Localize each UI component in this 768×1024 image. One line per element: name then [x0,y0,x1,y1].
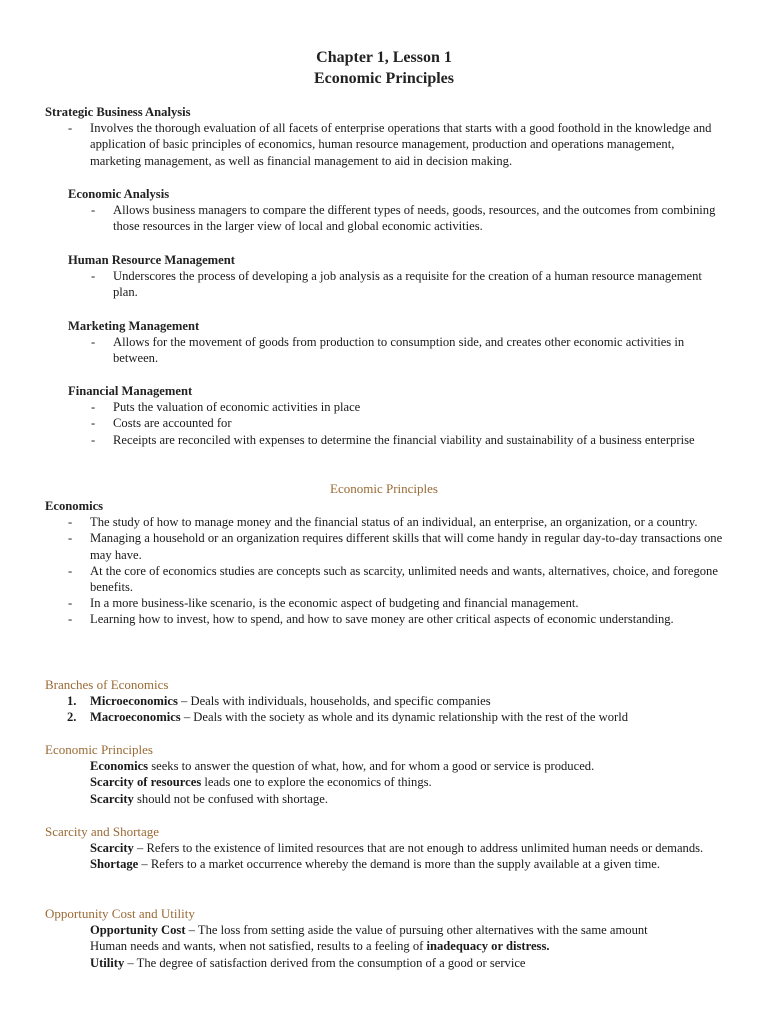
section-branches-of-economics [45,677,735,726]
bullet-list [68,399,718,448]
list-item: - Puts the valuation of economic activities in place [68,399,718,415]
section-human-resource-management [68,252,718,301]
list-item: - Managing a household or an organization requires different skills that will come handy in regular day-to-day transactions one may have. [45,530,725,562]
definition: leads one to explore the economics of things. [201,775,432,790]
list-item: - Allows business managers to compare the different types of needs, goods, resources, and the outcomes from combining those resources in the larger view of local and global economic activities. [68,202,718,234]
term: Scarcity [90,841,134,856]
section-heading: Scarcity and Shortage [45,824,160,839]
section-marketing-management [68,318,698,367]
list-item: - Learning how to invest, how to spend, and how to save money are other critical aspects of economic understanding. [45,611,725,627]
definition: – The degree of satisfaction derived from the consumption of a good or service [124,955,526,970]
list-item: - The study of how to manage money and the financial status of an individual, an enterprise, an organization, or a country. [45,514,725,530]
section-heading: Economic Principles [45,742,153,757]
term: Utility [90,955,125,970]
term: Opportunity Cost [90,923,186,938]
section-scarcity-and-shortage [45,824,735,873]
list-number: 2. [67,710,77,725]
section-heading: Branches of Economics [45,677,169,692]
list-item [45,709,735,725]
section-strategic-business-analysis [45,104,725,169]
center-heading: Economic Principles [330,481,438,496]
list-number: 1. [67,694,77,709]
section-economics [45,498,725,628]
list-item: - In a more business-like scenario, is the economic aspect of budgeting and financial management. [45,595,725,611]
definition-line [45,856,735,872]
bullet-list [68,334,698,366]
definition-line [45,791,735,807]
definition-line [45,955,735,971]
section-heading: Financial Management [68,384,193,398]
term: Macroeconomics [90,710,181,725]
list-item: - At the core of economics studies are concepts such as scarcity, unlimited needs and wants, alternatives, choice, and foregone benefits. [45,563,725,595]
bullet-list [68,202,718,234]
definition-line [45,922,735,938]
list-item [45,693,735,709]
section-economic-analysis [68,186,718,235]
list-item: - Costs are accounted for [68,415,718,431]
section-opportunity-cost-and-utility [45,906,735,971]
section-heading: Strategic Business Analysis [45,105,191,119]
definition-line [45,774,735,790]
list-item: - Allows for the movement of goods from production to consumption side, and creates other economic activities in between. [68,334,698,366]
section-heading: Economic Analysis [68,187,170,201]
list-item: - Involves the thorough evaluation of all facets of enterprise operations that starts with a good foothold in the knowledge and application of basic principles of economics, human resource management, production and operations management, marketing management, as well as financial management to aid in decision making. [45,120,725,169]
definition: – The loss from setting aside the value of pursuing other alternatives with the same amount [185,923,648,938]
section-economic-principles [45,742,735,807]
definition: – Deals with the society as whole and its dynamic relationship with the rest of the world [180,710,629,725]
definition: – Refers to the existence of limited resources that are not enough to address unlimited human needs or demands. [133,841,704,856]
definition: seeks to answer the question of what, how, and for whom a good or service is produced. [148,759,595,774]
bullet-list [45,514,725,627]
definition: – Refers to a market occurrence whereby the demand is more than the supply available at a given time. [138,857,661,872]
section-heading: Marketing Management [68,319,200,333]
definition-line [45,840,735,856]
list-item: - Underscores the process of developing a job analysis as a requisite for the creation of a human resource management plan. [68,268,718,300]
emphasis: inadequacy or distress. [426,939,550,954]
chapter-title: Chapter 1, Lesson 1 [316,49,452,66]
term: Scarcity [90,791,134,806]
term: Shortage [90,857,139,872]
definition: – Deals with individuals, households, and specific companies [177,694,491,709]
section-financial-management [68,383,718,448]
section-heading: Economics [45,499,104,513]
bullet-list [68,268,718,300]
term: Microeconomics [90,694,178,709]
term: Economics [90,759,149,774]
definition-line [45,758,735,774]
section-heading: Human Resource Management [68,253,235,267]
list-item: - Receipts are reconciled with expenses to determine the financial viability and sustainability of a business enterprise [68,432,718,448]
section-heading: Opportunity Cost and Utility [45,906,195,921]
term: Scarcity of resources [90,775,202,790]
bullet-list [45,120,725,169]
definition: should not be confused with shortage. [133,791,328,806]
definition-line [45,938,735,954]
definition: Human needs and wants, when not satisfied, results to a feeling of [90,939,427,954]
numbered-list [45,693,735,725]
lesson-title: Economic Principles [314,70,454,87]
